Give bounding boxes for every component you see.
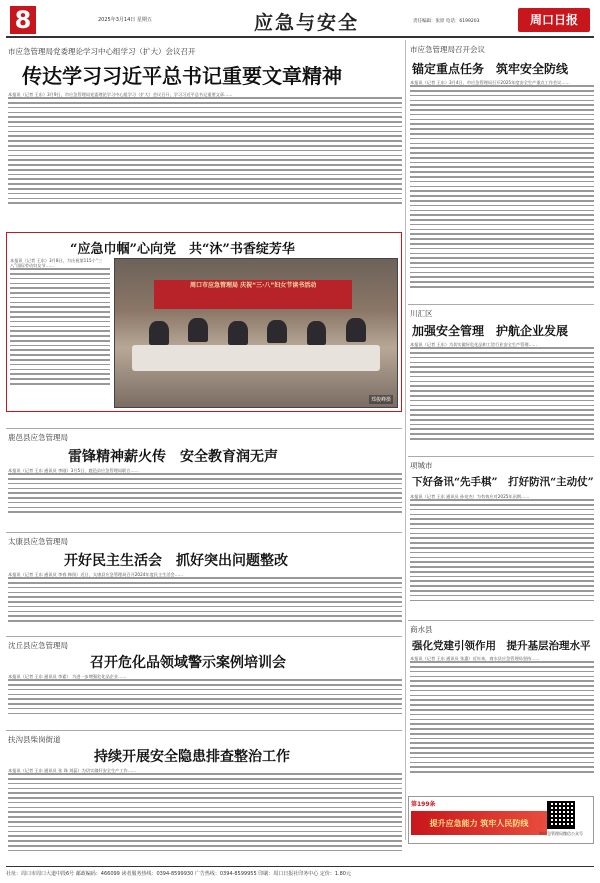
article-5-headline: 召开危化品领域警示案例培训会	[90, 655, 286, 671]
article-6-body	[8, 768, 402, 860]
article-10-kicker: 商水县	[410, 625, 433, 634]
article-7-body	[410, 80, 594, 302]
article-5-body	[8, 674, 402, 722]
article-5-lead: 本报讯（记者 王东 通讯员 李素） 为进一步增强危化品企业……	[8, 674, 127, 679]
article-3-kicker: 鹿邑县应急管理局	[8, 433, 68, 442]
article-8-body	[410, 342, 594, 450]
article-7-lead: 本报讯（记者 王东）3月4日，市应急管理局召开2025年度安全生产重点工作会议……	[410, 80, 570, 85]
article-7-kicker: 市应急管理局召开会议	[410, 45, 485, 54]
article-9-headline: 下好备讯“先手棋” 打好防汛“主动仗”	[412, 476, 594, 488]
article-4-kicker: 太康县应急管理局	[8, 537, 68, 546]
article-6-headline: 持续开展安全隐患排查整治工作	[94, 749, 290, 765]
article-1-lead: 本报讯（记者 王东）3月9日，市应急管理局党委理论学习中心组学习（扩大）会议召开，学习习近平总书记重要文章……	[8, 92, 233, 97]
article-10-body	[410, 656, 594, 790]
promo-box	[408, 796, 594, 844]
article-2-photo	[114, 258, 398, 408]
column-divider	[405, 40, 406, 840]
section-title: 应急与安全	[254, 12, 360, 34]
article-9-lead: 本报讯（记者 王东 通讯员 孙亮杰）为有效应对2025年汛期……	[410, 494, 530, 499]
photo-caption: 郑俊峰摄	[370, 397, 391, 403]
article-8-kicker: 川汇区	[410, 309, 433, 318]
article-4-body	[8, 572, 402, 628]
article-1-headline: 传达学习习近平总书记重要文章精神	[22, 64, 342, 88]
article-2-headline: “应急巾帼”心向党 共“沐”书香绽芳华	[70, 242, 295, 257]
editor-credits: 责任编辑：张原 电话：6199203	[413, 19, 480, 24]
qr-caption: 市应急管理局微信公众号	[539, 831, 583, 836]
masthead	[6, 4, 594, 38]
article-3-body	[8, 468, 402, 522]
article-6-lead: 本报讯（记者 王东 通讯员 张 珠 刘蕊）为切实做好安全生产工作……	[8, 768, 137, 773]
issue-date: 2025年3月14日 星期五	[98, 17, 152, 23]
article-3-lead: 本报讯（记者 王东 通讯员 李刚）3月5日，鹿邑县应急管理局联合……	[8, 468, 139, 473]
article-2-lead: 本报讯（记者 王东）3月8日，为庆祝第115个“三八”国际劳动妇女节……	[10, 258, 103, 268]
article-5-kicker: 沈丘县应急管理局	[8, 641, 68, 650]
article-10-lead: 本报讯（记者 王东 通讯员 张惠）近年来，商水县应急管理局坚持……	[410, 656, 540, 661]
article-9-kicker: 项城市	[410, 461, 433, 470]
newspaper-logo: 周口日报	[518, 8, 590, 32]
article-7-headline: 锚定重点任务 筑牢安全防线	[412, 62, 569, 76]
promo-number: 第199条	[411, 801, 436, 808]
article-1-kicker: 市应急管理局党委理论学习中心组学习（扩大）会议召开	[8, 47, 196, 56]
article-8-lead: 本报讯（记者 王东）为切实做好危化品和工贸行业安全生产管理……	[410, 342, 537, 347]
page-footer: 社址：周口市周口大道中段6号 邮政编码：466099 读者服务热线：0394-8599930 广告热线：0394-8599955 印刷：周口日报社印务中心 定价：1.80元	[6, 866, 594, 877]
article-4-lead: 本报讯（记者 王东 通讯员 李春 韩闯）近日，太康县应急管理局召开2024年度民主生活会……	[8, 572, 184, 577]
page-number: 8	[10, 6, 36, 34]
article-9-body	[410, 494, 594, 612]
article-8-headline: 加强安全管理 护航企业发展	[412, 324, 569, 338]
article-10-headline: 强化党建引领作用 提升基层治理水平	[412, 640, 591, 652]
article-4-headline: 开好民主生活会 抓好突出问题整改	[64, 553, 288, 569]
promo-slogan: 提升应急能力 筑牢人民防线	[411, 811, 547, 835]
article-2-body	[10, 258, 110, 408]
photo-banner: 周口市应急管理局 庆祝“三·八”妇女节读书活动	[154, 280, 351, 310]
qr-code-icon	[547, 801, 575, 829]
article-6-kicker: 扶沟县柴岗街道	[8, 735, 61, 744]
article-3-headline: 雷锋精神薪火传 安全教育润无声	[68, 449, 278, 465]
article-1-body	[8, 92, 402, 216]
